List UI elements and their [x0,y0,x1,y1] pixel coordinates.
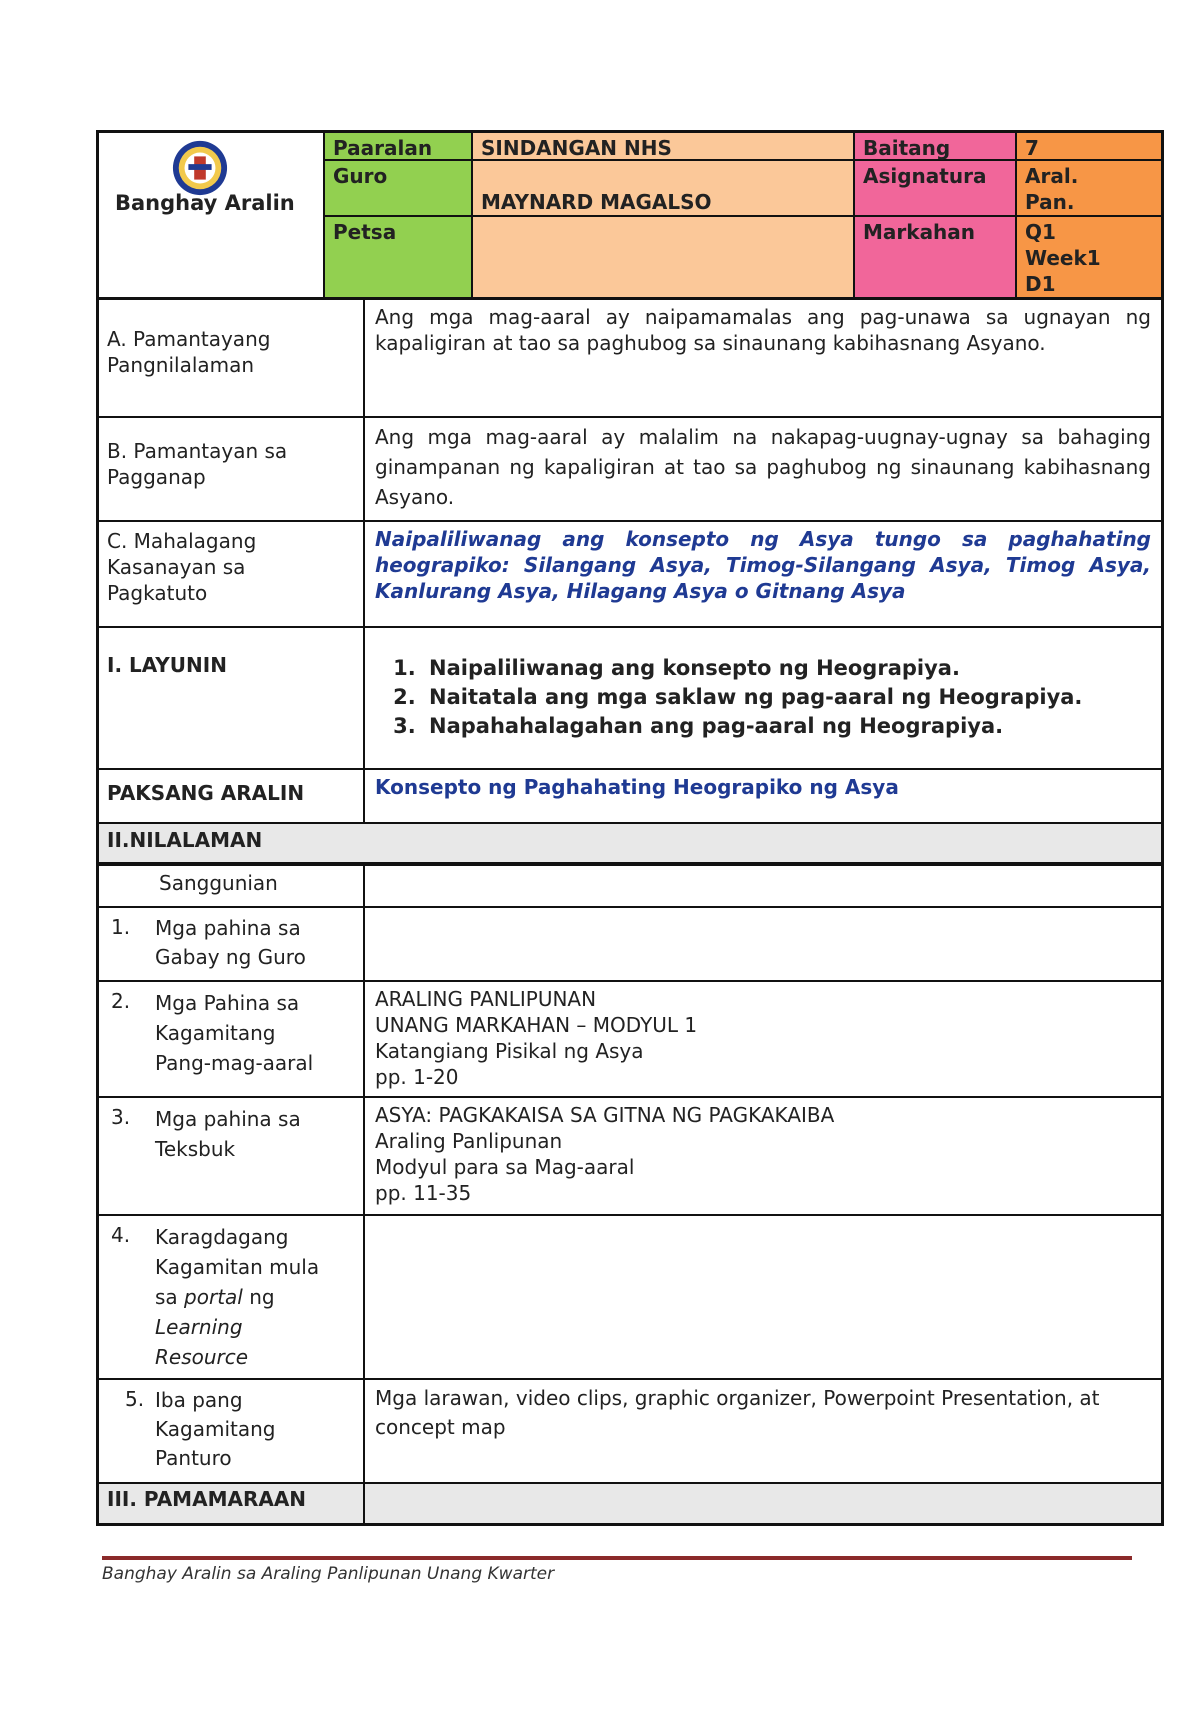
label-fragment: sa [155,1285,185,1309]
reference-line: Araling Panlipunan [375,1129,563,1153]
pamamaraan-label: III. PAMAMARAAN [99,1484,365,1523]
markahan-value-line3: D1 [1025,272,1056,296]
pamamaraan-value [365,1484,1161,1523]
asignatura-value-line2: Pan. [1025,190,1075,214]
row-label-line [155,1282,319,1312]
footer-text: Banghay Aralin sa Araling Panlipunan Unang Kwarter [102,1564,555,1584]
markahan-label: Markahan [855,217,1017,297]
gabay-ng-guro-value [365,908,1161,980]
footer-divider [102,1556,1132,1560]
objective-item: 3. Napahahalagahan ang pag-aaral ng Heograpiya. [423,712,1151,741]
row-label [155,1104,301,1164]
label-cell [99,908,365,980]
row-label-line: Karagdagang [155,1225,289,1249]
objective-item: 1. Naipaliliwanag ang konsepto ng Heograpiya. [423,654,1151,683]
row-label-line: B. Pamantayan sa [107,439,288,463]
row-label-line: Kagamitang [155,1417,276,1441]
row-paksang-aralin [99,770,1161,824]
guro-label: Guro [325,161,473,217]
reference-line: UNANG MARKAHAN – MODYUL 1 [375,1013,698,1037]
paaralan-label: Paaralan [325,133,473,161]
layunin-content [365,628,1161,768]
kagamitang-pang-mag-aaral-value [365,982,1161,1096]
row-label [155,988,313,1078]
label-cell [99,1380,365,1482]
pamantayan-sa-pagganap-text: Ang mga mag-aaral ay malalim na nakapag-uugnay-ugnay sa bahaging ginampanan ng kapaligiran at tao sa paghubog ng sinaunang kabihasnang Asyano. [375,425,1151,509]
row-kagamitang-pang-mag-aaral [99,982,1161,1098]
label-cell [99,300,365,416]
row-number: 2. [111,989,131,1013]
row-label-line: Kasanayan sa [107,555,246,579]
label-fragment-italic: portal [184,1285,243,1309]
row-number: 1. [111,915,131,939]
karagdagang-kagamitan-value [365,1216,1161,1378]
petsa-value [473,217,855,297]
row-layunin [99,628,1161,770]
row-pamantayan-sa-pagganap [99,418,1161,522]
row-label [155,1222,319,1372]
markahan-value-line2: Week1 [1025,246,1101,270]
row-pamamaraan [99,1484,1161,1526]
row-label-line: Pangnilalaman [107,353,255,377]
pamantayang-pangnilalaman-text: Ang mga mag-aaral ay naipamamalas ang pag-unawa sa ugnayan ng kapaligiran at tao sa paghubog sa sinaunang kabihasnang Asyano. [375,305,1151,355]
objective-item: 2. Naitatala ang mga saklaw ng pag-aaral ng Heograpiya. [423,683,1151,712]
guro-value: MAYNARD MAGALSO [473,161,855,217]
reference-line: Katangiang Pisikal ng Asya [375,1039,644,1063]
label-cell [99,418,365,520]
row-pamantayang-pangnilalaman [99,300,1161,418]
row-number: 4. [111,1223,131,1247]
paaralan-value: SINDANGAN NHS [473,133,855,161]
deped-seal-icon [171,139,229,197]
markahan-value-line1: Q1 [1025,220,1056,244]
nilalaman-label: II.NILALAMAN [107,828,263,852]
asignatura-value-line1: Aral. [1025,164,1079,188]
logo-cell [99,133,325,297]
iba-pang-kagamitang-panturo-value: Mga larawan, video clips, graphic organizer, Powerpoint Presentation, at concept map [375,1386,1100,1439]
row-label-line: Mga pahina sa [155,916,301,940]
label-cell [99,1216,365,1378]
row-label-line: Resource [155,1345,249,1369]
sanggunian-value [365,866,1161,906]
asignatura-value [1017,161,1161,217]
reference-line: Modyul para sa Mag-aaral [375,1155,635,1179]
row-label-line: Teksbuk [155,1137,236,1161]
row-label-line: A. Pamantayang [107,327,271,351]
asignatura-label: Asignatura [855,161,1017,217]
row-label-line: Learning [155,1315,243,1339]
header-table [96,130,1164,300]
mahalagang-kasanayan-text: Naipaliliwanag ang konsepto ng Asya tungo sa paghahating heograpiko: Silangang Asya, Timog-Silangang Asya, Timog Asya, Kanlurang Asya, Hilagang Asya o Gitnang Asya [375,527,1151,603]
row-label [155,1386,275,1473]
reference-line: pp. 11-35 [375,1181,472,1205]
baitang-value: 7 [1017,133,1161,161]
row-label-line: Iba pang [155,1388,243,1412]
paksang-aralin-text: Konsepto ng Paghahating Heograpiko ng Asya [375,775,899,799]
row-label [155,914,306,972]
row-teksbuk [99,1098,1161,1216]
teksbuk-value [365,1098,1161,1214]
row-number: 3. [111,1105,131,1129]
row-label-line: Kagamitang [155,1021,276,1045]
row-label-line: Mga pahina sa [155,1107,301,1131]
row-label-line: Gabay ng Guro [155,945,306,969]
row-label-line: Pagganap [107,465,206,489]
markahan-value [1017,217,1161,297]
baitang-label: Baitang [855,133,1017,161]
row-nilalaman [99,824,1161,864]
row-label-line: Kagamitan mula [155,1255,320,1279]
lesson-table [96,300,1164,1526]
label-fragment: ng [242,1285,275,1309]
objectives-list [375,654,1151,741]
row-number: 5. [125,1387,145,1411]
row-label-line: Panturo [155,1446,232,1470]
banghay-aralin-title: Banghay Aralin [115,191,295,215]
row-label-line: Pang-mag-aaral [155,1051,314,1075]
row-karagdagang-kagamitan [99,1216,1161,1380]
petsa-label: Petsa [325,217,473,297]
row-gabay-ng-guro [99,908,1161,982]
row-label-line: C. Mahalagang [107,529,257,553]
label-cell [99,982,365,1096]
label-cell [99,522,365,626]
row-iba-pang-kagamitang-panturo [99,1380,1161,1484]
layunin-label: I. LAYUNIN [99,628,365,768]
sanggunian-label: Sanggunian [99,866,365,906]
row-mahalagang-kasanayan [99,522,1161,628]
row-label-line: Pagkatuto [107,581,208,605]
reference-line: pp. 1-20 [375,1065,459,1089]
reference-line: ARALING PANLIPUNAN [375,987,597,1011]
reference-line: ASYA: PAGKAKAISA SA GITNA NG PAGKAKAIBA [375,1103,835,1127]
row-label-line: Mga Pahina sa [155,991,300,1015]
paksang-aralin-label: PAKSANG ARALIN [99,770,365,822]
label-cell [99,1098,365,1214]
row-sanggunian [99,864,1161,908]
